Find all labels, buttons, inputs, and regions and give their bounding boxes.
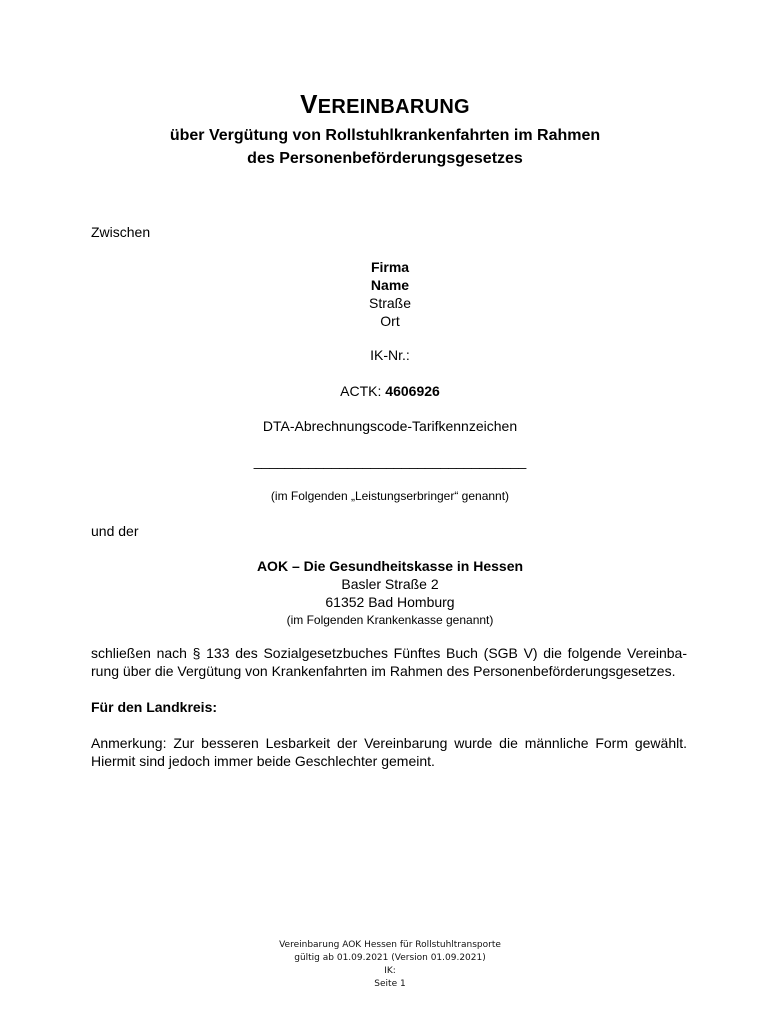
agreement-paragraph — [91, 644, 687, 680]
footer-line-3: IK: — [384, 966, 396, 976]
subtitle-line-2: des Personenbeförderungsgesetzes — [247, 150, 523, 167]
note-line-2: Hiermit sind jedoch immer beide Geschlechter gemeint. — [91, 753, 435, 769]
provider-dta-label: DTA-Abrechnungscode-Tarifkennzeichen — [262, 418, 518, 434]
note-paragraph — [91, 734, 687, 770]
signature-line: ___________________________________ — [253, 453, 527, 469]
insurer-street: Basler Straße 2 — [341, 576, 439, 592]
agreement-line-2: rung über die Vergütung von Krankenfahrten im Rahmen des Personenbeförderungsgesetzes. — [91, 663, 676, 679]
provider-firma: Firma — [370, 259, 410, 275]
footer-line-1: Vereinbarung AOK Hessen für Rollstuhltransporte — [279, 940, 501, 950]
title-rest: EREINBARUNG — [317, 96, 470, 118]
provider-hereinafter: (im Folgenden „Leistungserbringer“ genannt) — [270, 489, 510, 503]
subtitle-line-1: über Vergütung von Rollstuhlkrankenfahrten im Rahmen — [169, 127, 601, 144]
footer-line-2: gültig ab 01.09.2021 (Version 01.09.2021) — [294, 953, 486, 963]
document-title — [0, 89, 770, 122]
actk-label: ACTK: — [340, 383, 386, 399]
note-line-1: Anmerkung: Zur besseren Lesbarkeit der Vereinbarung wurde die männliche Form gewählt. — [91, 735, 687, 751]
footer-page-number: Seite 1 — [374, 979, 406, 989]
and-label: und der — [91, 523, 139, 539]
insurer-city: 61352 Bad Homburg — [325, 594, 455, 610]
provider-strasse: Straße — [368, 295, 411, 311]
provider-actk — [0, 382, 770, 400]
title-first-letter: V — [300, 89, 318, 119]
provider-ik-label: IK-Nr.: — [370, 347, 410, 363]
between-label: Zwischen — [91, 224, 151, 240]
actk-value: 4606926 — [385, 383, 440, 399]
agreement-line-1: schließen nach § 133 des Sozialgesetzbuches Fünftes Buch (SGB V) die folgende Vereinba- — [91, 645, 687, 661]
district-label: Für den Landkreis: — [91, 699, 218, 715]
provider-ort: Ort — [380, 313, 400, 329]
insurer-hereinafter: (im Folgenden Krankenkasse genannt) — [286, 613, 494, 627]
insurer-name: AOK – Die Gesundheitskasse in Hessen — [256, 558, 524, 574]
provider-name: Name — [370, 277, 410, 293]
